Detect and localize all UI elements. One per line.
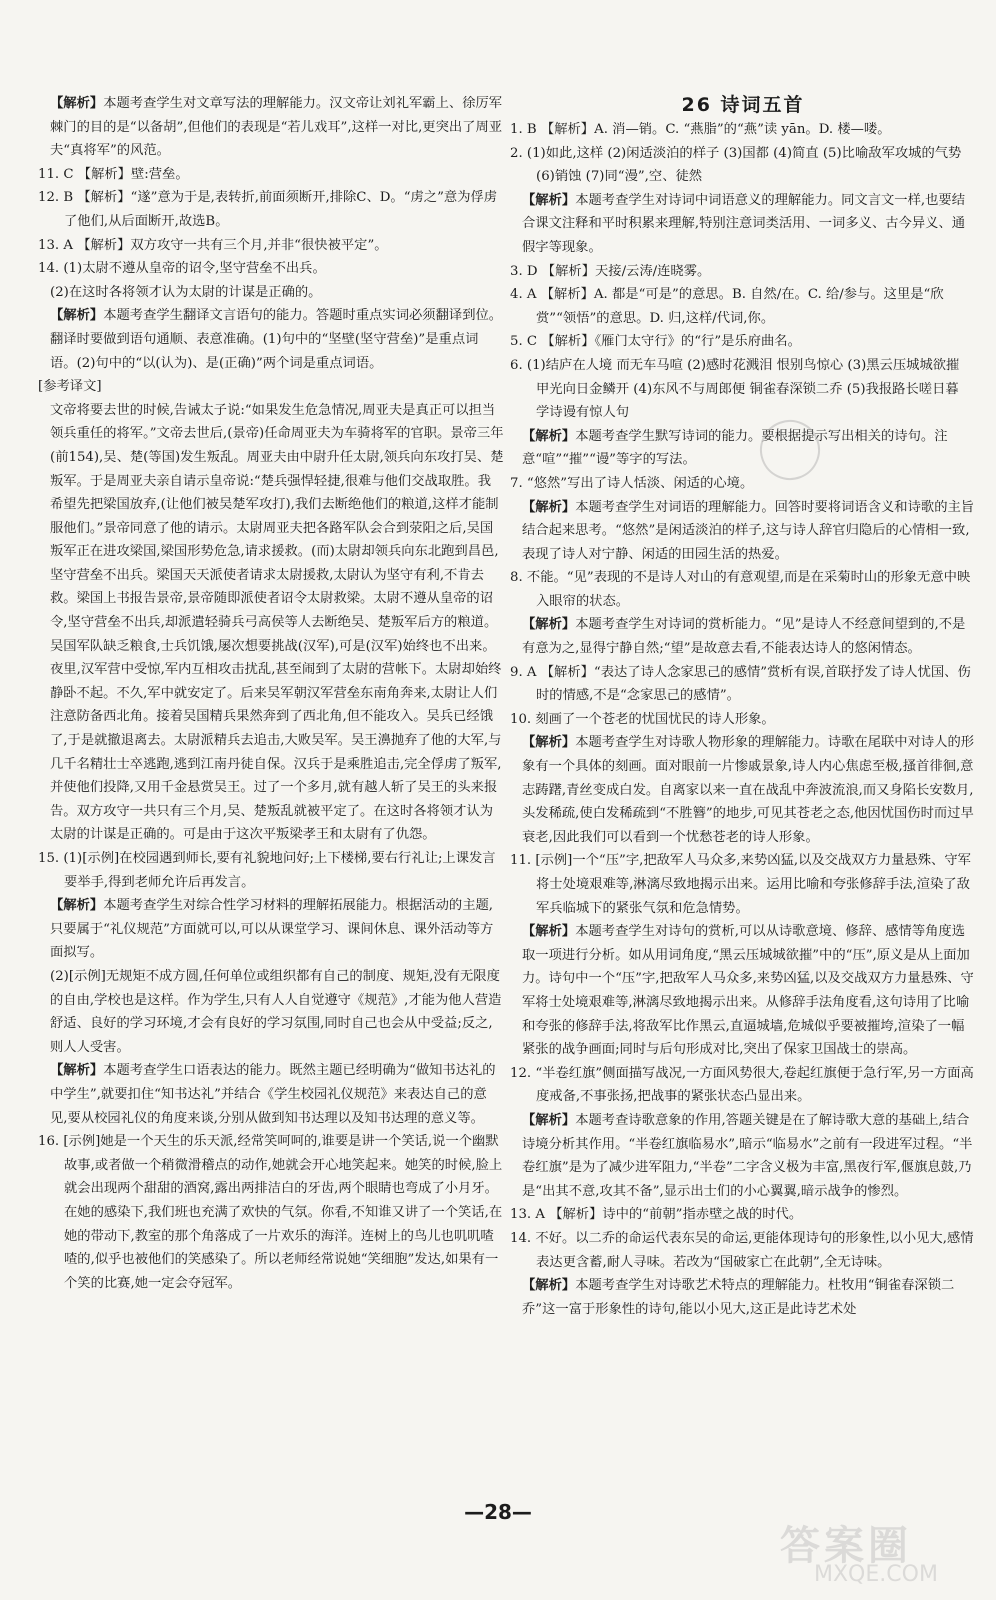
paragraph — [38, 375, 504, 399]
paragraph — [38, 234, 504, 258]
analysis-tag: 【解析】 — [522, 499, 576, 515]
paragraph-text: 7. “悠然”写出了诗人恬淡、闲适的心境。 — [510, 475, 754, 491]
analysis-tag: 【解析】 — [522, 1112, 576, 1128]
paragraph-text: 13. A 【解析】双方攻守一共有三个月,并非“很快被平定”。 — [38, 237, 388, 253]
paragraph — [38, 281, 504, 305]
paragraph-text: 文帝将要去世的时候,告诫太子说:“如果发生危急情况,周亚夫是真正可以担当领兵重任的将军。”文帝去世后,(景帝)任命周亚夫为车骑将军的官职。景帝三年(前154),吴、楚(等国)发生叛乱。周亚夫由中尉升任太尉,领兵向东攻打吴、楚叛军。于是周亚夫亲自请示皇帝说:“楚兵强悍轻捷,很难与他们交战取胜。我希望先把梁国放弃,(让他们被吴楚军攻打),我们去断绝他们的粮道,这样才能制服他们。”景帝同意了他的请示。太尉周亚夫把各路军队会合到荥阳之后,吴国叛军正在进攻梁国,梁国形势危急,请求援救。(而)太尉却领兵向东北跑到昌邑,坚守营垒不出兵。梁国天天派使者请求太尉援救,太尉认为坚守有利,不肯去救。梁国上书报告景帝,景帝随即派使者诏令太尉救梁。太尉不遵从皇帝的诏令,坚守营垒不出兵,却派遣轻骑兵弓高侯等人去断绝吴、楚叛军后方的粮道。吴国军队缺乏粮食,士兵饥饿,屡次想要挑战(汉军),可是(汉军)始终也不出来。夜里,汉军营中受惊,军内互相攻击扰乱,甚至闹到了太尉的营帐下。太尉却始终静卧不起。不久,军中就安定了。后来吴军朝汉军营垒东南角奔来,太尉让人们注意防备西北角。接着吴国精兵果然奔到了西北角,但不能攻入。吴兵已经饿了,于是就撤退离去。太尉派精兵去追击,大败吴军。吴王濞抛弃了他的大军,与几千名精壮士卒逃跑,逃到江南丹徒自保。汉兵于是乘胜追击,完全俘虏了叛军,并使他们投降,又用千金悬赏吴王。过了一个多月,就有越人斩了吴王的头来报告。双方攻守一共只有三个月,吴、楚叛乱就被平定了。在这时各将领才认为太尉的计谋是正确的。可是由于这次平叛梁孝王和太尉有了仇怨。 — [50, 402, 504, 843]
paragraph-text: 本题考查学生对词语的理解能力。回答时要将词语含义和诗歌的主旨结合起来思考。“悠然”是闲适淡泊的样子,这与诗人辞官归隐后的心情相一致,表现了诗人对宁静、闲适的田园生活的热爱。 — [522, 499, 975, 562]
paragraph-text: 14. (1)太尉不遵从皇帝的诏令,坚守营垒不出兵。 — [38, 261, 326, 277]
paragraph — [38, 399, 504, 847]
paragraph — [510, 920, 976, 1062]
paragraph — [38, 965, 504, 1059]
paragraph — [38, 163, 504, 187]
analysis-tag: 【解析】 — [50, 308, 104, 324]
watermark — [766, 1514, 956, 1588]
paragraph — [510, 189, 976, 260]
page-number: —28— — [464, 1500, 532, 1524]
paragraph-text: 1. B 【解析】A. 消—销。C. “燕脂”的“燕”读 yān。D. 楼—喽。 — [510, 122, 891, 137]
paragraph-text: (2)[示例]无规矩不成方圆,任何单位或组织都有自己的制度、规矩,没有无限度的自由,学校也是这样。作为学生,只有人人自觉遵守《规范》,才能为他人营造舒适、良好的学习环境,才会有良好的学习氛围,同时自己也会从中受益;反之,则人人受害。 — [50, 968, 502, 1055]
paragraph-text: 6. (1)结庐在人境 而无车马喧 (2)感时花溅泪 恨别鸟惊心 (3)黑云压城城欲摧 甲光向日金鳞开 (4)东风不与周郎便 铜雀春深锁二乔 (5)我报路长嗟日暮 学诗谩有惊人句 — [510, 357, 960, 421]
paragraph — [38, 257, 504, 281]
paragraph-text: 本题考查学生对综合性学习材料的理解拓展能力。根据活动的主题,只要属于“礼仪规范”方面就可以,可以从课堂学习、课间休息、课外活动等方面拟写。 — [50, 898, 494, 961]
paragraph-text: 本题考查学生对诗歌艺术特点的理解能力。杜牧用“铜雀春深锁二乔”这一富于形象性的诗句,能以小见大,这正是此诗艺术处 — [522, 1278, 955, 1317]
paragraph — [510, 142, 976, 189]
paragraph — [510, 1062, 976, 1109]
paragraph-text: 4. A 【解析】A. 都是“可是”的意思。B. 自然/在。C. 给/参与。这里是“欣赏”“领悟”的意思。D. 归,这样/代词,你。 — [510, 287, 944, 326]
analysis-tag: 【解析】 — [50, 1063, 104, 1079]
paragraph-text: 16. [示例]她是一个天生的乐天派,经常笑呵呵的,谁要是讲一个笑话,说一个幽默故事,或者做一个稍微滑稽点的动作,她就会开心地笑起来。她笑的时候,脸上就会出现两个甜甜的酒窝,露出两排洁白的牙齿,两个眼睛也弯成了小月牙。在她的感染下,我们班也充满了欢快的气氛。你看,不知谁又讲了一个笑话,在她的带动下,教室的那个角落成了一片欢乐的海洋。连树上的鸟儿也叽叽喳喳的,似乎也被他们的笑感染了。所以老师经常说她“笑细胞”发达,如果有一个笑的比赛,她一定会夺冠军。 — [38, 1134, 503, 1291]
paragraph — [38, 304, 504, 375]
paragraph-text: 11. C 【解析】壁:营垒。 — [38, 166, 189, 182]
paragraph — [510, 613, 976, 660]
right-column — [510, 118, 976, 1321]
paragraph — [510, 496, 976, 567]
paragraph — [510, 354, 976, 425]
paragraph-text: (2)在这时各将领才认为太尉的计谋是正确的。 — [50, 284, 322, 300]
paragraph — [510, 118, 976, 142]
paragraph — [510, 1109, 976, 1203]
watermark-logo: 答案圈 — [780, 1523, 912, 1569]
analysis-tag: 【解析】 — [522, 735, 576, 751]
paragraph-text: 本题考查诗歌意象的作用,答题关键是在了解诗歌大意的基础上,结合诗境分析其作用。“半卷红旗临易水”,暗示“临易水”之前有一段进军过程。“半卷红旗”是为了减少进军阻力,“半卷”二字含义极为丰富,黑夜行军,偃旗息鼓,乃是“出其不意,攻其不备”,显示出士们的小心翼翼,暗示战争的惨烈。 — [522, 1112, 973, 1199]
paragraph — [38, 1059, 504, 1130]
paragraph — [510, 1274, 976, 1321]
analysis-tag: 【解析】 — [50, 96, 104, 111]
paragraph — [38, 1130, 504, 1295]
watermark-url: MXQE.COM — [814, 1562, 938, 1587]
paragraph-text: 本题考查学生翻译文言语句的能力。答题时重点实词必须翻译到位。翻译时要做到语句通顺、表意准确。(1)句中的“坚壁(坚守营垒)”是重点词语。(2)句中的“以(认为)、是(正确)”两个词是重点词语。 — [50, 308, 503, 371]
paragraph-text: 3. D 【解析】天接/云涛/连晓雾。 — [510, 263, 711, 279]
paragraph-text: 2. (1)如此,这样 (2)闲适淡泊的样子 (3)国都 (4)简直 (5)比喻敌军攻城的气势 (6)销蚀 (7)同“漫”,空、徒然 — [510, 145, 962, 185]
paragraph-text: 本题考查学生口语表达的能力。既然主题已经明确为“做知书达礼的中学生”,就要扣住“知书达礼”并结合《学生校园礼仪规范》来表达自己的意见,要从校园礼仪的角度来谈,分别从做到知书达理以及知书达理的意义等。 — [50, 1063, 496, 1126]
paragraph — [38, 92, 504, 163]
paragraph — [38, 847, 504, 894]
paragraph — [38, 894, 504, 965]
analysis-tag: 【解析】 — [522, 617, 576, 633]
paragraph-text: 12. “半卷红旗”侧面描写战况,一方面风势很大,卷起红旗便于急行军,另一方面高度戒备,不事张扬,把战事的紧张状态凸显出来。 — [510, 1065, 974, 1105]
paragraph-text: 本题考查学生对诗句的赏析,可以从诗歌意境、修辞、感情等角度选取一项进行分析。如从用词角度,“黑云压城城欲摧”中的“压”,原义是从上面加力。诗句中一个“压”字,把敌军人马众多,来势凶猛,以及交战双方力量悬殊、守军将士处境艰难等,淋漓尽致地揭示出来。从修辞手法角度看,这句诗用了比喻和夸张的修辞手法,将敌军比作黑云,直逼城墙,危城似乎要被摧垮,渲染了一幅紧张的战争画面;同时与后句形成对比,突出了保家卫国战士的崇高。 — [522, 924, 974, 1058]
section-title: 26 诗词五首 — [681, 94, 805, 116]
paragraph-text: 10. 刻画了一个苍老的忧国忧民的诗人形象。 — [510, 711, 775, 727]
paragraph-text: 本题考查学生对诗词中词语意义的理解能力。同文言文一样,也要结合课文注释和平时积累来理解,特别注意词类活用、一词多义、古今异义、通假字等现象。 — [522, 192, 966, 255]
analysis-tag: 【解析】 — [522, 924, 576, 940]
paragraph-text: 本题考查学生对文章写法的理解能力。汉文帝让刘礼军霸上、徐厉军棘门的目的是“以备胡”,但他们的表现是“若儿戏耳”,这样一对比,更突出了周亚夫“真将军”的风范。 — [50, 96, 503, 159]
paragraph — [510, 1203, 976, 1227]
analysis-tag: 【解析】 — [522, 1278, 576, 1294]
paragraph-text: 8. 不能。“见”表现的不是诗人对山的有意观望,而是在采菊时山的形象无意中映入眼帘的状态。 — [510, 570, 971, 609]
paragraph — [510, 330, 976, 354]
paragraph — [38, 186, 504, 233]
paragraph — [510, 1227, 976, 1274]
paragraph-text: 9. A 【解析】“表达了诗人念家思己的感情”赏析有误,首联抒发了诗人忧国、伤时的情感,不是“念家思己的感情”。 — [510, 664, 971, 704]
paragraph-text: 本题考查学生对诗词的赏析能力。“见”是诗人不经意间望到的,不是有意为之,显得宁静自然;“望”是故意去看,不能表达诗人的悠闲情态。 — [522, 617, 966, 657]
paragraph-text: 14. 不好。以二乔的命运代表东吴的命运,更能体现诗句的形象性,以小见大,感情表达更含蓄,耐人寻味。若改为“国破家亡在此朝”,全无诗味。 — [510, 1230, 974, 1270]
paragraph-text: 15. (1)[示例]在校园遇到师长,要有礼貌地问好;上下楼梯,要右行礼让;上课发言要举手,得到老师允许后再发言。 — [38, 851, 496, 890]
paragraph — [510, 260, 976, 284]
paragraph — [510, 849, 976, 920]
paragraph — [510, 472, 976, 496]
left-column — [38, 92, 504, 1295]
paragraph-text: 12. B 【解析】“遂”意为于是,表转折,前面须断开,排除C、D。“虏之”意为俘虏了他们,从后面断开,故选B。 — [38, 190, 498, 229]
analysis-tag: 【解析】 — [522, 428, 576, 444]
paragraph — [510, 283, 976, 330]
analysis-tag: 【解析】 — [522, 192, 576, 208]
paragraph — [510, 708, 976, 732]
paragraph-text: 本题考查学生默写诗词的能力。要根据提示写出相关的诗句。注意“喧”“摧”“谩”等字的写法。 — [522, 428, 948, 468]
paragraph — [510, 425, 976, 472]
paragraph — [510, 566, 976, 613]
paragraph — [510, 731, 976, 849]
paragraph-text: 本题考查学生对诗歌人物形象的理解能力。诗歌在尾联中对诗人的形象有一个具体的刻画。面对眼前一片惨戚景象,诗人内心焦虑至极,搔首徘徊,意志踌躇,青丝变成白发。自离家以来一直在战乱中奔波流浪,而又身陷长安数月,头发稀疏,使白发稀疏到“不胜簪”的地步,可见其苍老之态,他因忧国伤时而过早衰老,因此我们可以看到一个忧愁苍老的诗人形象。 — [522, 735, 975, 845]
paragraph-text: 5. C 【解析】《雁门太守行》的“行”是乐府曲名。 — [510, 334, 801, 350]
paragraph — [510, 661, 976, 708]
paragraph-text: 13. A 【解析】诗中的“前朝”指赤壁之战的时代。 — [510, 1207, 803, 1223]
paragraph-text: 11. [示例]一个“压”字,把敌军人马众多,来势凶猛,以及交战双方力量悬殊、守军将士处境艰难等,淋漓尽致地揭示出来。运用比喻和夸张修辞手法,渲染了敌军兵临城下的紧张气氛和危急情势。 — [510, 853, 971, 916]
paragraph-text: [参考译文] — [38, 379, 102, 395]
analysis-tag: 【解析】 — [50, 898, 104, 914]
